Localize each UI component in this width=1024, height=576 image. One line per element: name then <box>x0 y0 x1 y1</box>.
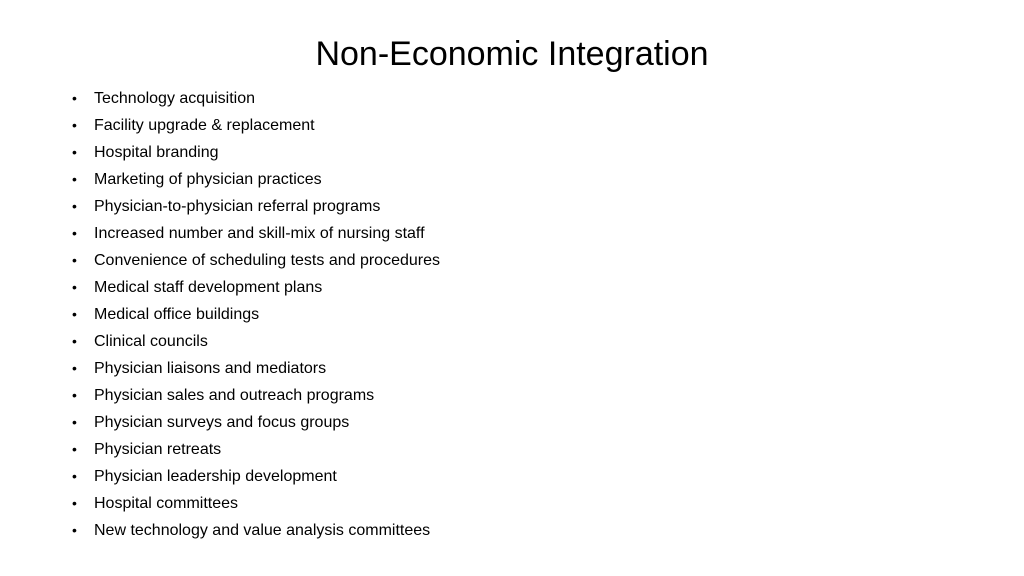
list-item <box>72 436 440 463</box>
list-item-text: Marketing of physician practices <box>94 171 322 188</box>
bullet-marker: • <box>72 225 77 241</box>
list-item <box>72 328 440 355</box>
list-item-text: Physician surveys and focus groups <box>94 414 350 431</box>
list-item <box>72 166 440 193</box>
slide-title: Non-Economic Integration <box>315 35 709 73</box>
list-item <box>72 490 440 517</box>
list-item <box>72 463 440 490</box>
bullet-marker: • <box>72 279 77 295</box>
list-item-text: Physician sales and outreach programs <box>94 387 375 404</box>
list-item <box>72 220 440 247</box>
list-item <box>72 301 440 328</box>
list-item-text: Clinical councils <box>94 333 208 350</box>
bullet-marker: • <box>72 495 77 511</box>
list-item-text: Medical office buildings <box>94 306 260 323</box>
bullet-marker: • <box>72 414 77 430</box>
list-item-text: Physician retreats <box>94 441 222 458</box>
list-item <box>72 355 440 382</box>
list-item <box>72 247 440 274</box>
list-item <box>72 517 440 544</box>
list-item-text: New technology and value analysis committees <box>94 522 431 539</box>
bullet-marker: • <box>72 144 77 160</box>
bullet-marker: • <box>72 90 77 106</box>
bullet-list <box>72 85 440 544</box>
bullet-marker: • <box>72 306 77 322</box>
list-item-text: Increased number and skill-mix of nursing staff <box>94 225 425 242</box>
bullet-marker: • <box>72 522 77 538</box>
bullet-marker: • <box>72 333 77 349</box>
list-item-text: Physician leadership development <box>94 468 337 485</box>
list-item-text: Physician-to-physician referral programs <box>94 198 381 215</box>
bullet-marker: • <box>72 252 77 268</box>
list-item-text: Hospital branding <box>94 144 219 161</box>
list-item <box>72 112 440 139</box>
list-item-text: Facility upgrade & replacement <box>94 117 315 134</box>
bullet-marker: • <box>72 171 77 187</box>
list-item-text: Hospital committees <box>94 495 239 512</box>
list-item-text: Convenience of scheduling tests and procedures <box>94 252 440 269</box>
bullet-marker: • <box>72 441 77 457</box>
list-item <box>72 85 440 112</box>
list-item <box>72 193 440 220</box>
list-item <box>72 382 440 409</box>
list-item-text: Medical staff development plans <box>94 279 323 296</box>
list-item <box>72 139 440 166</box>
bullet-marker: • <box>72 117 77 133</box>
list-item <box>72 409 440 436</box>
list-item-text: Physician liaisons and mediators <box>94 360 327 377</box>
bullet-marker: • <box>72 468 77 484</box>
list-item-text: Technology acquisition <box>94 90 255 107</box>
list-item <box>72 274 440 301</box>
bullet-marker: • <box>72 198 77 214</box>
bullet-marker: • <box>72 360 77 376</box>
bullet-marker: • <box>72 387 77 403</box>
